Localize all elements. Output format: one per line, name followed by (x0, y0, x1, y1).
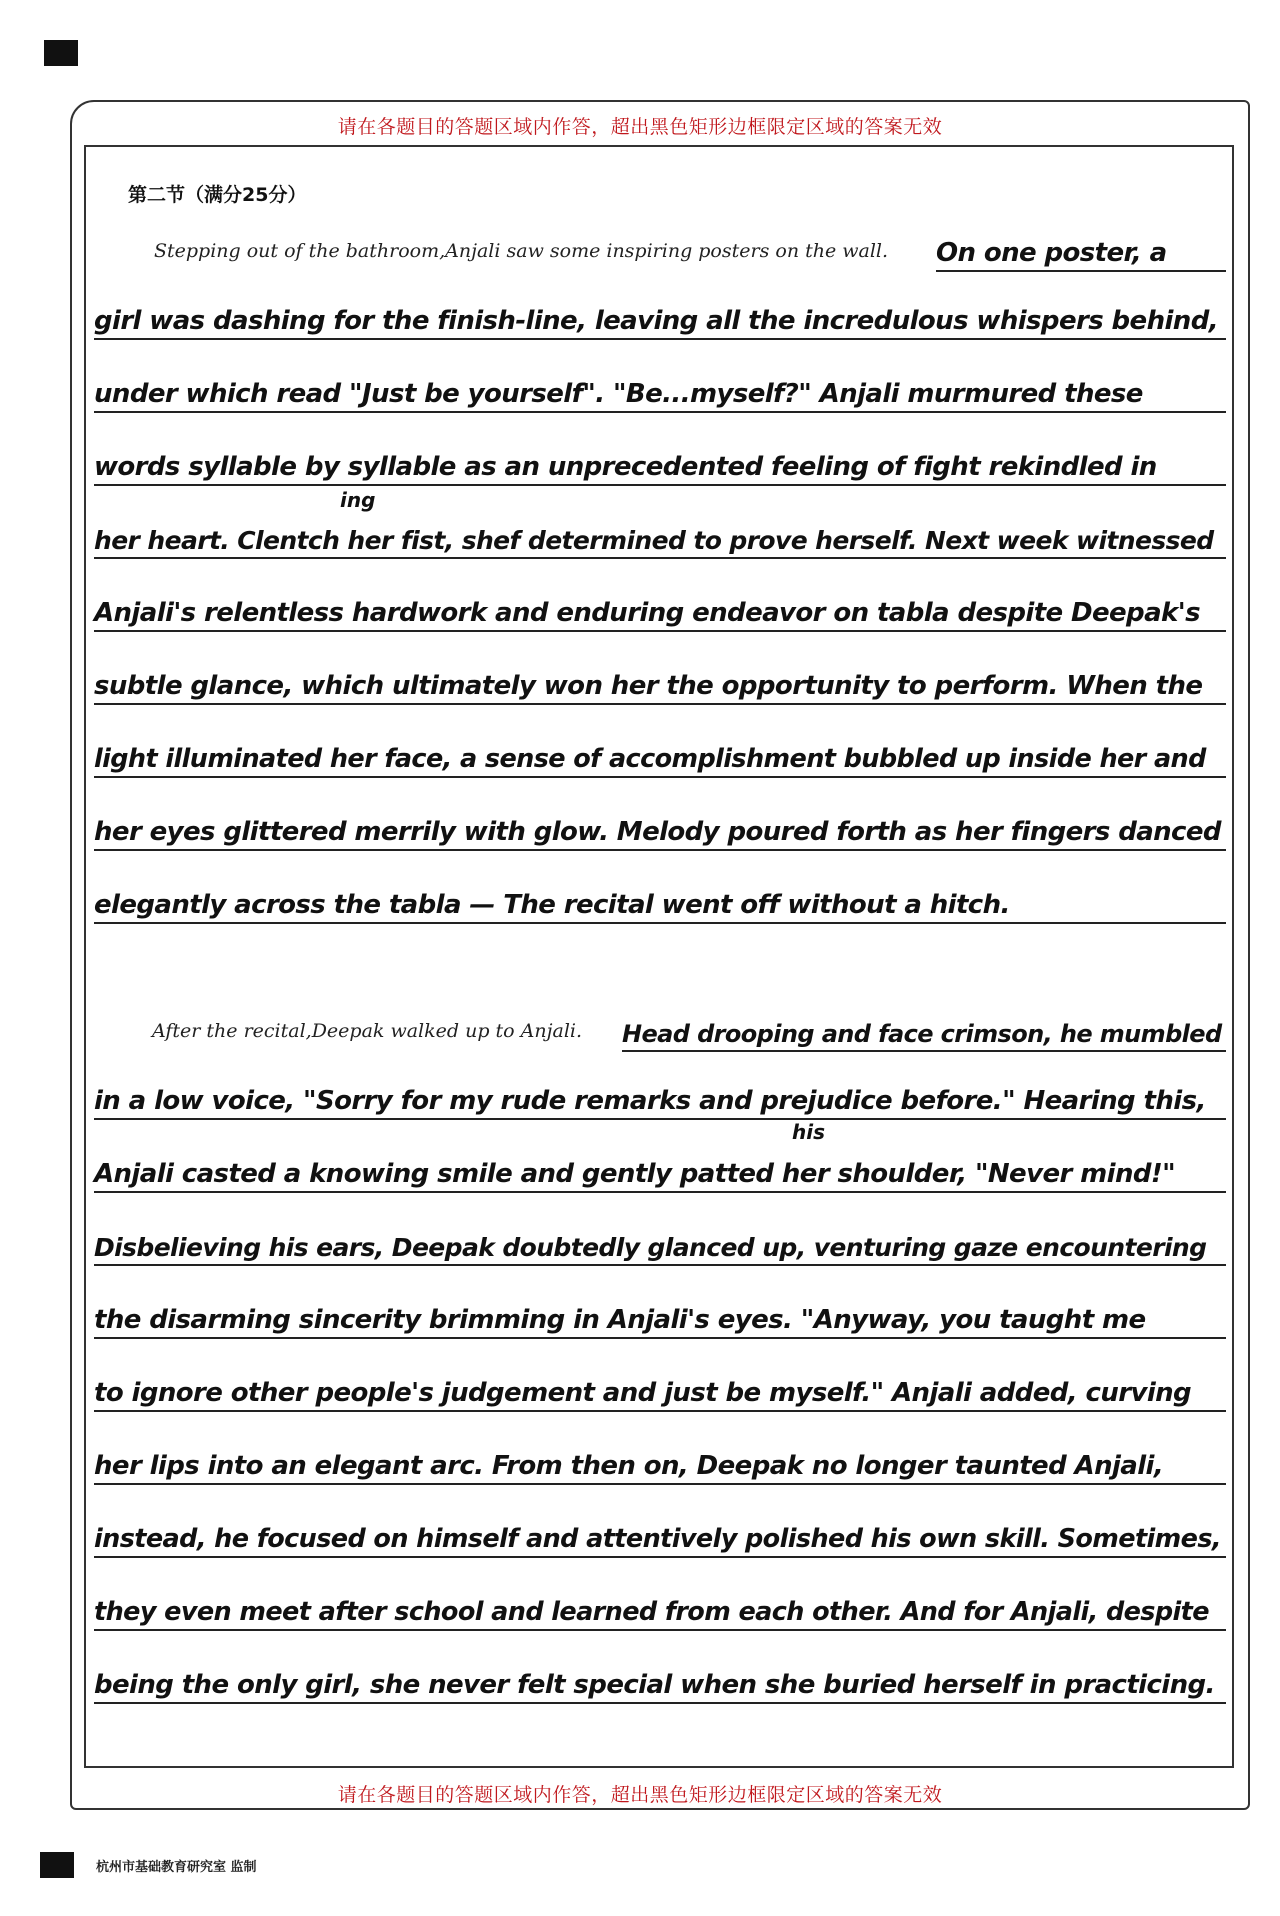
handwriting-text: in a low voice, "Sorry for my rude remarks and prejudice before." Hearing this, (94, 1086, 1206, 1116)
insertion-note: his (792, 1120, 825, 1144)
paragraph2-prompt: After the recital,Deepak walked up to Anjali. (152, 1020, 583, 1042)
top-registration-mark (44, 40, 78, 66)
handwriting-text: her lips into an elegant arc. From then on, Deepak no longer taunted Anjali, (94, 1451, 1164, 1481)
header-warning: 请在各题目的答题区域内作答，超出黑色矩形边框限定区域的答案无效 (337, 116, 943, 138)
handwriting-text: her eyes glittered merrily with glow. Melody poured forth as her fingers danced (94, 817, 1221, 847)
handwriting-text: they even meet after school and learned from each other. And for Anjali, despite (94, 1597, 1209, 1627)
paragraph1-line-9 (94, 880, 1226, 924)
publisher-footer: 杭州市基础教育研究室 监制 (96, 1860, 257, 1875)
paragraph2-line-7 (94, 1514, 1226, 1558)
paragraph2-line-4 (94, 1295, 1226, 1339)
paragraph2-first-line (622, 1008, 1226, 1052)
handwriting-text: instead, he focused on himself and attentively polished his own skill. Sometimes, (94, 1524, 1222, 1554)
handwriting-text: subtle glance, which ultimately won her the opportunity to perform. When the (94, 671, 1203, 701)
handwriting-text: light illuminated her face, a sense of accomplishment bubbled up inside her and (94, 744, 1206, 774)
footer-warning: 请在各题目的答题区域内作答，超出黑色矩形边框限定区域的答案无效 (337, 1784, 943, 1806)
paragraph1-line-3 (94, 442, 1226, 486)
handwriting-text: words syllable by syllable as an unprecedented feeling of fight rekindled in (94, 452, 1157, 482)
paragraph1-prompt: Stepping out of the bathroom,Anjali saw some inspiring posters on the wall. (154, 240, 889, 262)
handwriting-text: to ignore other people's judgement and just be myself." Anjali added, curving (94, 1378, 1192, 1408)
handwriting-text: under which read "Just be yourself". "Be...myself?" Anjali murmured these (94, 379, 1143, 409)
paragraph2-line-8 (94, 1587, 1226, 1631)
bottom-registration-mark (40, 1852, 74, 1878)
paragraph1-line-5 (94, 588, 1226, 632)
handwriting-text: elegantly across the tabla — The recital went off without a hitch. (94, 890, 1010, 920)
insertion-note: ing (340, 488, 376, 512)
paragraph1-line-2 (94, 369, 1226, 413)
paragraph2-line-9 (94, 1660, 1226, 1704)
paragraph1-line-1 (94, 296, 1226, 340)
handwriting-text: her heart. Clentch her fist, shef determined to prove herself. Next week witnessed (94, 526, 1214, 555)
paragraph2-line-6 (94, 1441, 1226, 1485)
paragraph1-line-4 (94, 515, 1226, 559)
paragraph1-first-line (936, 228, 1226, 272)
handwriting-text: the disarming sincerity brimming in Anjali's eyes. "Anyway, you taught me (94, 1305, 1146, 1335)
section-heading: 第二节（满分25分） (128, 184, 307, 206)
paragraph2-line-3 (94, 1222, 1226, 1266)
handwriting-text: Anjali's relentless hardwork and enduring endeavor on tabla despite Deepak's (94, 598, 1200, 628)
handwriting-text: Anjali casted a knowing smile and gently patted her shoulder, "Never mind!" (94, 1159, 1176, 1189)
paragraph2-line-2 (94, 1149, 1226, 1193)
paragraph2-line-5 (94, 1368, 1226, 1412)
paragraph2-line-1 (94, 1076, 1226, 1120)
paragraph1-line-7 (94, 734, 1226, 778)
handwriting-text: Disbelieving his ears, Deepak doubtedly glanced up, venturing gaze encountering (94, 1233, 1207, 1262)
handwriting-text: being the only girl, she never felt special when she buried herself in practicing. (94, 1670, 1215, 1700)
paragraph1-line-6 (94, 661, 1226, 705)
handwriting-text: girl was dashing for the finish-line, leaving all the incredulous whispers behind, (94, 306, 1218, 336)
handwriting-text: On one poster, a (936, 238, 1167, 268)
paragraph1-line-8 (94, 807, 1226, 851)
handwriting-text: Head drooping and face crimson, he mumbled (622, 1020, 1222, 1048)
